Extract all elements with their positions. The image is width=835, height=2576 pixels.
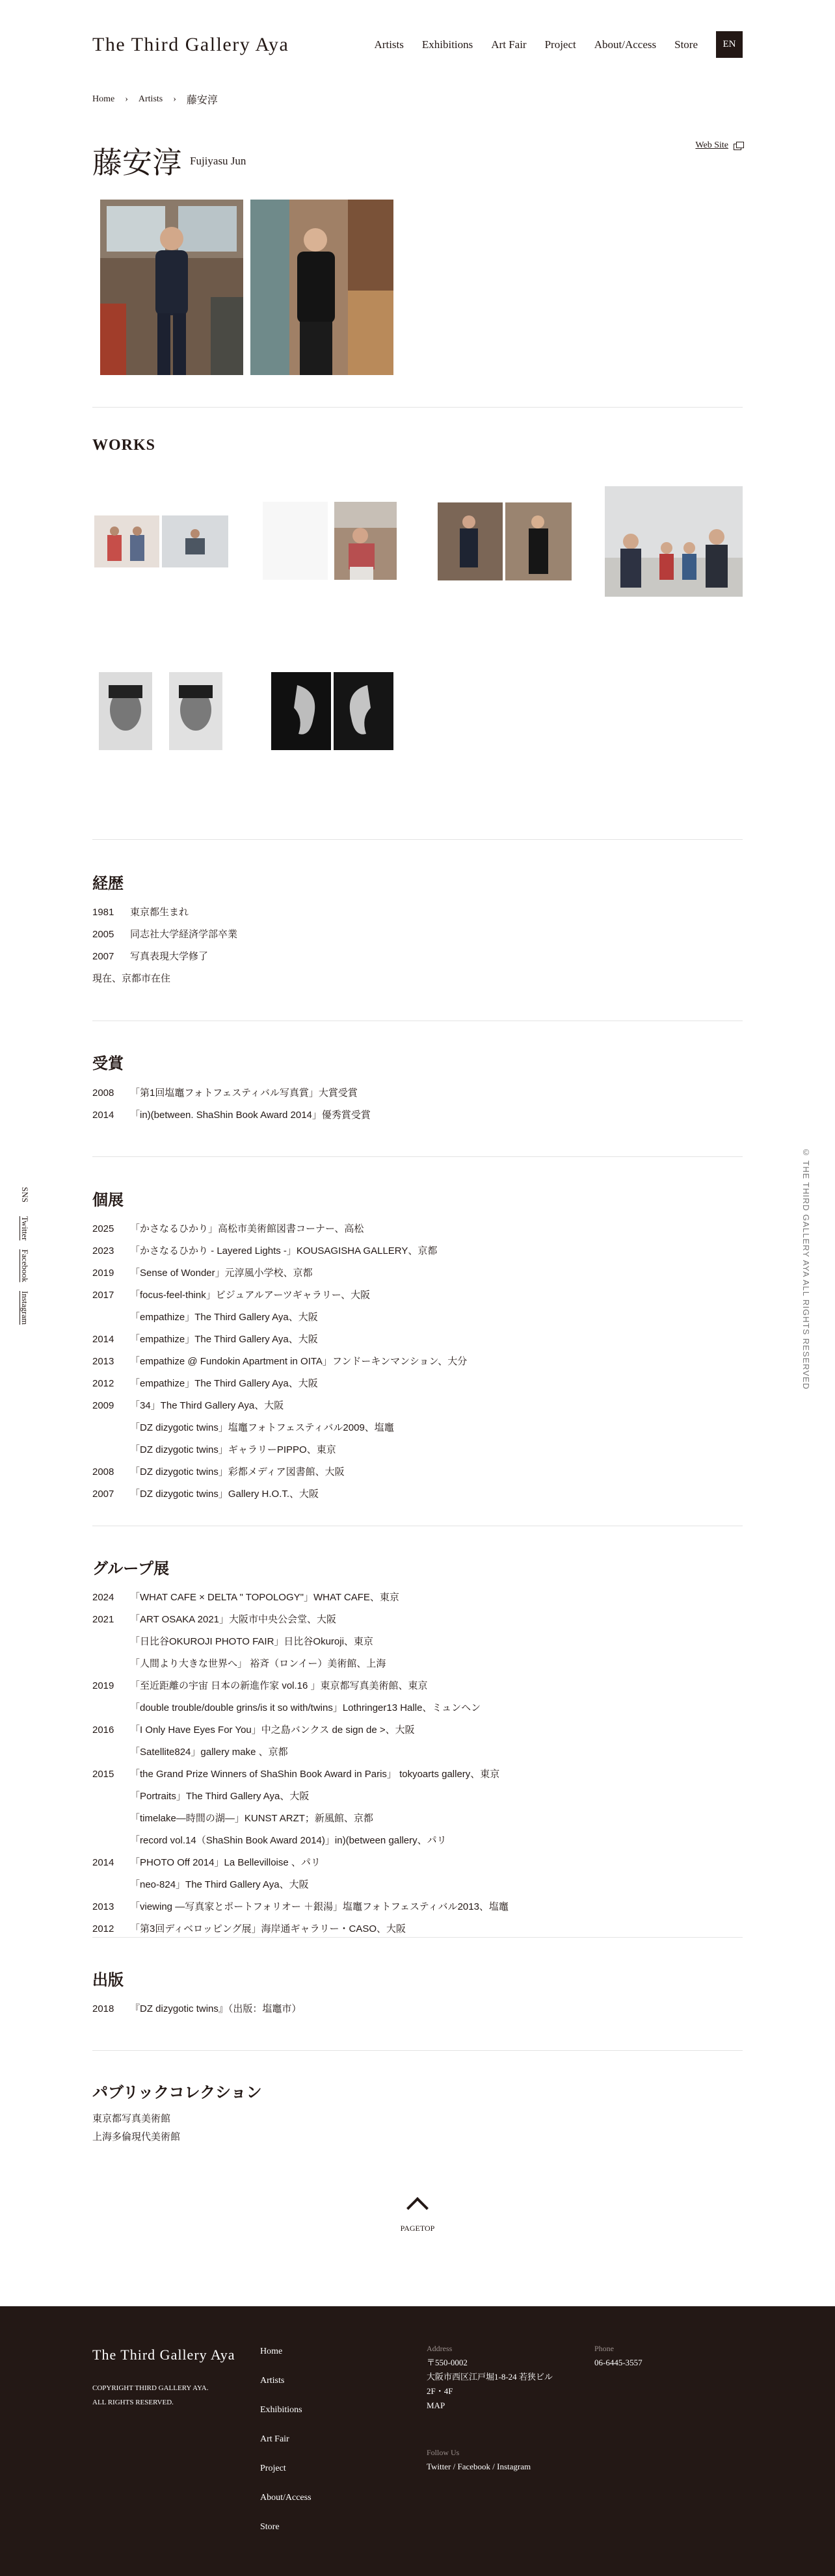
side-twitter-link[interactable]: Twitter — [20, 1216, 30, 1241]
chevron-up-icon — [406, 2197, 429, 2219]
group-item: 「第3回ディベロッピング展」海岸通ギャラリー・CASO、大阪 — [130, 1923, 406, 1934]
work-thumbnail-1[interactable] — [94, 515, 228, 567]
solo-items — [130, 1240, 437, 1262]
divider — [92, 407, 743, 408]
collection-item: 東京都写真美術館 — [92, 2113, 171, 2124]
solo-year: 2017 — [92, 1290, 114, 1301]
solo-row — [92, 1262, 467, 1284]
career-year: 2007 — [92, 951, 114, 962]
solo-row — [92, 1395, 467, 1461]
solo-year: 2019 — [92, 1268, 114, 1279]
solo-row — [92, 1329, 467, 1351]
group-item: 「ART OSAKA 2021」大阪市中央公会堂、大阪 — [130, 1614, 337, 1625]
nav-about-access[interactable]: About/Access — [594, 38, 657, 51]
award-text: 「in)(between. ShaShin Book Award 2014」優秀賞受賞 — [130, 1110, 371, 1121]
solo-year: 2008 — [92, 1466, 114, 1477]
group-heading: グループ展 — [92, 1560, 170, 1578]
solo-row — [92, 1373, 467, 1395]
footer-follow — [427, 2445, 531, 2474]
group-items — [130, 1763, 499, 1852]
nav-art-fair[interactable]: Art Fair — [491, 38, 527, 51]
website-link[interactable] — [695, 140, 743, 151]
breadcrumb-artists[interactable]: Artists — [138, 94, 163, 104]
site-logo[interactable]: The Third Gallery Aya — [92, 34, 289, 55]
work-thumbnail-3[interactable] — [438, 502, 572, 580]
external-link-icon — [734, 142, 743, 150]
solo-item: 「empathize」The Third Gallery Aya、大阪 — [130, 1312, 318, 1323]
solo-item: 「empathize」The Third Gallery Aya、大阪 — [130, 1378, 318, 1389]
footer-copyright-line: COPYRIGHT THIRD GALLERY AYA. — [92, 2384, 209, 2392]
group-year: 2019 — [92, 1680, 114, 1691]
group-row — [92, 1675, 509, 1719]
group-row — [92, 1852, 509, 1896]
solo-heading: 個展 — [92, 1191, 124, 1209]
sns-label: SNS — [20, 1187, 30, 1203]
side-instagram-link[interactable]: Instagram — [20, 1290, 30, 1325]
group-year: 2024 — [92, 1592, 114, 1603]
group-year: 2014 — [92, 1857, 114, 1868]
solo-row — [92, 1351, 467, 1373]
publication-row — [92, 1998, 301, 2020]
career-year: 1981 — [92, 907, 114, 918]
group-year: 2013 — [92, 1901, 114, 1912]
footer-nav-artists[interactable]: Artists — [260, 2376, 285, 2386]
solo-year: 2012 — [92, 1378, 114, 1389]
map-link[interactable]: MAP — [427, 2400, 445, 2410]
award-row — [92, 1082, 371, 1104]
group-item: 「Satellite824」gallery make 、京都 — [130, 1747, 288, 1758]
breadcrumb — [92, 92, 218, 107]
group-items — [130, 1896, 509, 1918]
solo-year: 2023 — [92, 1245, 114, 1256]
group-year: 2016 — [92, 1724, 114, 1736]
work-thumbnail-6[interactable] — [271, 672, 393, 750]
group-row — [92, 1896, 509, 1918]
collections-heading: パブリックコレクション — [92, 2084, 262, 2101]
solo-item: 「empathize」The Third Gallery Aya、大阪 — [130, 1334, 318, 1345]
nav-store[interactable]: Store — [674, 38, 698, 51]
side-sns — [17, 1187, 30, 1325]
main-nav — [356, 31, 743, 58]
footer-logo[interactable]: The Third Gallery Aya — [92, 2347, 235, 2363]
career-row — [92, 902, 237, 924]
artist-portrait-1 — [100, 200, 243, 375]
nav-artists[interactable]: Artists — [374, 38, 404, 51]
group-list — [92, 1587, 509, 1940]
breadcrumb-separator: › — [173, 94, 176, 104]
award-text: 「第1回塩竈フォトフェスティバル写真賞」大賞受賞 — [130, 1087, 358, 1099]
artist-name-en: Fujiyasu Jun — [190, 155, 246, 167]
collection-item: 上海多倫現代美術館 — [92, 2131, 181, 2142]
solo-items — [130, 1483, 319, 1505]
pagetop-label: PAGETOP — [400, 2224, 435, 2233]
language-toggle-button[interactable]: EN — [716, 31, 743, 58]
group-item: 「Portraits」The Third Gallery Aya、大阪 — [130, 1791, 310, 1802]
publication-text: 『DZ dizygotic twins』（出版：塩竈市） — [130, 2003, 302, 2014]
group-row — [92, 1719, 509, 1763]
solo-year: 2025 — [92, 1223, 114, 1234]
artist-portrait-2 — [250, 200, 393, 375]
solo-row — [92, 1240, 467, 1262]
solo-items — [130, 1351, 467, 1373]
address-line: 大阪市西区江戸堀1-8-24 若狭ビル — [427, 2372, 553, 2382]
solo-item: 「かさなるひかり - Layered Lights -」KOUSAGISHA GALLERY、京都 — [130, 1245, 438, 1256]
footer-nav-art-fair[interactable]: Art Fair — [260, 2434, 289, 2444]
career-year: 2005 — [92, 929, 114, 940]
group-items — [130, 1587, 399, 1609]
address-label: Address — [427, 2344, 453, 2353]
group-row — [92, 1763, 509, 1852]
solo-items — [130, 1262, 313, 1284]
group-item: 「timelake—時間の湖—」KUNST ARZT；新風館、京都 — [130, 1813, 373, 1824]
group-item: 「WHAT CAFE × DELTA " TOPOLOGY"」WHAT CAFE、東京 — [130, 1592, 399, 1603]
footer-nav-home[interactable]: Home — [260, 2347, 283, 2356]
footer-copyright — [92, 2381, 208, 2410]
works-heading: WORKS — [92, 437, 156, 454]
group-item: 「viewing —写真家とポートフォリオー ＋銀湯」塩竈フォトフェスティバル2013、塩竈 — [130, 1901, 509, 1912]
group-year: 2015 — [92, 1769, 114, 1780]
solo-items — [130, 1373, 318, 1395]
award-year: 2008 — [92, 1087, 114, 1099]
collections-list — [92, 2110, 180, 2146]
group-item: 「record vol.14（ShaShin Book Award 2014)」in)(between gallery、パリ — [130, 1835, 447, 1846]
solo-item: 「DZ dizygotic twins」塩竈フォトフェスティバル2009、塩竈 — [130, 1422, 394, 1433]
award-row — [92, 1104, 371, 1126]
work-thumbnail-2[interactable] — [263, 502, 397, 580]
follow-label: Follow Us — [427, 2448, 460, 2457]
artist-name-jp: 藤安淳 — [92, 146, 182, 179]
career-row — [92, 946, 237, 968]
solo-item: 「34」The Third Gallery Aya、大阪 — [130, 1400, 284, 1411]
solo-items — [130, 1284, 370, 1329]
group-item: 「人間より大きな世界へ」 裕斉（ロンイー）美術館、上海 — [130, 1658, 386, 1669]
address-zip: 〒550-0002 — [427, 2358, 468, 2367]
website-label: Web Site — [695, 140, 728, 150]
solo-items — [130, 1218, 364, 1240]
career-text: 写真表現大学修了 — [130, 951, 209, 962]
solo-item: 「Sense of Wonder」元淳風小学校、京都 — [130, 1268, 313, 1279]
footer — [0, 2306, 835, 2576]
career-heading: 経歴 — [92, 875, 124, 892]
publications-heading: 出版 — [92, 1971, 124, 1989]
group-items — [130, 1719, 415, 1763]
group-item: 「neo-824」The Third Gallery Aya、大阪 — [130, 1879, 309, 1890]
solo-item: 「DZ dizygotic twins」Gallery H.O.T.、大阪 — [130, 1489, 319, 1500]
solo-item: 「empathize @ Fundokin Apartment in OITA」フンドーキンマンション、大分 — [130, 1356, 468, 1367]
awards-list — [92, 1082, 371, 1126]
solo-year: 2013 — [92, 1356, 114, 1367]
publications-list — [92, 1998, 301, 2020]
solo-item: 「DZ dizygotic twins」彩都メディア図書館、大阪 — [130, 1466, 345, 1477]
divider — [92, 1156, 743, 1157]
career-row — [92, 968, 237, 990]
solo-year: 2009 — [92, 1400, 114, 1411]
career-text: 同志社大学経済学部卒業 — [130, 929, 238, 940]
address-floor: 2F・4F — [427, 2386, 453, 2396]
group-items — [130, 1609, 386, 1675]
footer-phone — [594, 2341, 643, 2370]
career-list — [92, 902, 237, 990]
solo-item: 「focus-feel-think」ビジュアルアーツギャラリー、大阪 — [130, 1290, 371, 1301]
work-thumbnail-5[interactable] — [99, 672, 222, 750]
breadcrumb-current: 藤安淳 — [186, 95, 218, 106]
group-item: 「日比谷OKUROJI PHOTO FAIR」日比谷Okuroji、東京 — [130, 1636, 373, 1647]
solo-items — [130, 1395, 394, 1461]
footer-address — [427, 2341, 553, 2413]
breadcrumb-home[interactable]: Home — [92, 94, 115, 104]
divider — [92, 839, 743, 840]
group-row — [92, 1609, 509, 1675]
phone-number[interactable]: 06-6445-3557 — [594, 2358, 643, 2367]
breadcrumb-separator: › — [125, 94, 128, 104]
side-copyright: © THE THIRD GALLERY AYA ALL RIGHTS RESERVED — [801, 1147, 811, 1390]
solo-item: 「かさなるひかり」高松市美術館図書コーナー、高松 — [130, 1223, 364, 1234]
solo-item: 「DZ dizygotic twins」ギャラリーPIPPO、東京 — [130, 1444, 336, 1455]
footer-nav — [260, 2347, 311, 2551]
group-item: 「the Grand Prize Winners of ShaShin Book Award in Paris」 tokyoarts gallery、東京 — [130, 1769, 500, 1780]
solo-row — [92, 1461, 467, 1483]
group-item: 「至近距離の宇宙 日本の新進作家 vol.16 」東京都写真美術館、東京 — [130, 1680, 428, 1691]
footer-nav-exhibitions[interactable]: Exhibitions — [260, 2405, 302, 2415]
career-row — [92, 924, 237, 946]
group-row — [92, 1587, 509, 1609]
group-item: 「double trouble/double grins/is it so with/twins」Lothringer13 Halle、ミュンヘン — [130, 1702, 481, 1713]
solo-list — [92, 1218, 467, 1505]
footer-nav-store[interactable]: Store — [260, 2522, 280, 2532]
group-item: 「I Only Have Eyes For You」中之島バンクス de sign de >、大阪 — [130, 1724, 415, 1736]
pagetop-button[interactable] — [390, 2200, 445, 2233]
footer-copyright-line: ALL RIGHTS RESERVED. — [92, 2399, 174, 2406]
solo-items — [130, 1461, 345, 1483]
footer-nav-about-access[interactable]: About/Access — [260, 2493, 311, 2503]
solo-row — [92, 1483, 467, 1505]
solo-year: 2014 — [92, 1334, 114, 1345]
follow-links[interactable]: Twitter / Facebook / Instagram — [427, 2462, 531, 2471]
divider — [92, 1937, 743, 1938]
group-year: 2012 — [92, 1923, 114, 1934]
publication-year: 2018 — [92, 2003, 114, 2014]
nav-exhibitions[interactable]: Exhibitions — [421, 38, 473, 51]
nav-project[interactable]: Project — [544, 38, 576, 51]
solo-row — [92, 1284, 467, 1329]
divider — [92, 2050, 743, 2051]
work-thumbnail-4[interactable] — [605, 486, 743, 597]
awards-heading: 受賞 — [92, 1055, 124, 1073]
solo-items — [130, 1329, 318, 1351]
group-year: 2021 — [92, 1614, 114, 1625]
award-year: 2014 — [92, 1110, 114, 1121]
footer-nav-project[interactable]: Project — [260, 2464, 286, 2473]
group-items — [130, 1675, 481, 1719]
group-items — [130, 1852, 321, 1896]
phone-label: Phone — [594, 2344, 614, 2353]
career-text: 東京都生まれ — [130, 907, 189, 918]
solo-year: 2007 — [92, 1489, 114, 1500]
group-item: 「PHOTO Off 2014」La Bellevilloise 、パリ — [130, 1857, 321, 1868]
side-facebook-link[interactable]: Facebook — [20, 1249, 30, 1282]
career-text: 現在、京都市在住 — [92, 973, 171, 984]
solo-row — [92, 1218, 467, 1240]
